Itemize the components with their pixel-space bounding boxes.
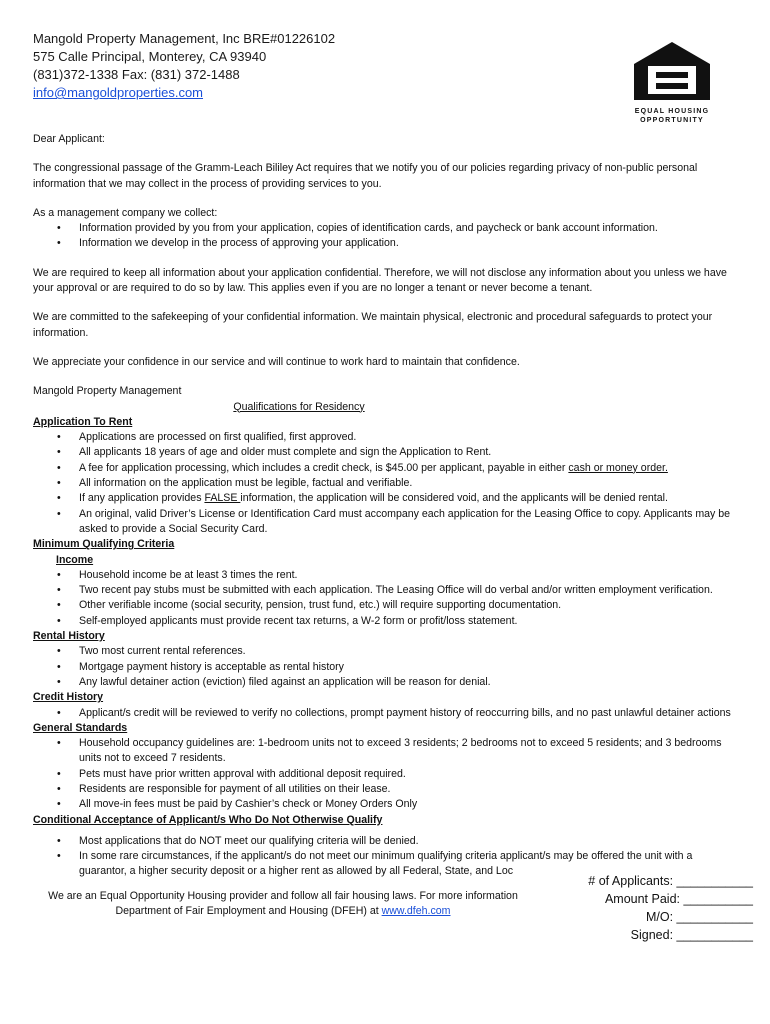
greeting: Dear Applicant: [33, 133, 105, 145]
equal-housing-icon [634, 42, 710, 100]
company-address: 575 Calle Principal, Monterey, CA 93940 [33, 49, 267, 64]
credit-list [33, 706, 735, 721]
list-item: • Household occupancy guidelines are: 1-bedroom units not to exceed 3 residents; 2 bedrooms not to exceed 5 residents; and 3 bedrooms units not to exceed 7 residents. [33, 736, 735, 767]
money-order-field[interactable]: M/O: ___________ [645, 909, 753, 924]
conditional-line-2: guarantor, a higher security deposit or a higher rent as allowed by all Federal, State, and Loc [79, 865, 514, 878]
list-item: • Residents are responsible for payment of all utilities on their lease. [33, 782, 735, 797]
logo-caption-2: OPPORTUNITY [640, 117, 704, 124]
fee-payment-method: cash or money order. [568, 461, 668, 474]
false-post: information, the application will be considered void, and the applicants will be denied rental. [240, 492, 668, 505]
list-item: • Two recent pay stubs must be submitted with each application. The Leasing Office will do verbal and/or written employment verification. [33, 583, 735, 598]
section-rental-history: Rental History [33, 630, 105, 643]
list-item: • Most applications that do NOT meet our qualifying criteria will be denied. [33, 834, 735, 849]
list-item: • Applicant/s credit will be reviewed to verify no collections, prompt payment history of reoccurring bills, and no past unlawful detainer actions [33, 706, 735, 721]
company-phone: (831)372-1338 Fax: (831) 372-1488 [33, 67, 240, 82]
income-list [33, 568, 735, 629]
company-name: Mangold Property Management, Inc BRE#01226102 [33, 31, 336, 46]
section-minimum-criteria: Minimum Qualifying Criteria [33, 538, 175, 551]
fee-text: A fee for application processing, which includes a credit check, is $45.00 per applicant, payable in either [79, 461, 569, 474]
dfeh-link[interactable]: www.dfeh.com [381, 904, 451, 917]
list-item: • Mortgage payment history is acceptable as rental history [33, 660, 735, 675]
paragraph-confidential: We are required to keep all information about your application confidential. Therefore, we will not disclose any information about you unless we have your approval or are required to do so by law. This applies even if you are no longer a tenant or never become a tenant. [33, 266, 727, 295]
footer-text [33, 889, 533, 919]
paragraph-safekeeping: We are committed to the safekeeping of your confidential information. We maintain physical, electronic and procedural safeguards to protect your information. [33, 311, 713, 339]
rental-list [33, 644, 735, 690]
application-list [33, 430, 735, 537]
letterhead [33, 30, 335, 102]
list-item: • All move-in fees must be paid by Cashier’s check or Money Orders Only [33, 797, 735, 812]
false-pre: If any application provides [79, 492, 205, 505]
list-item: • Self-employed applicants must provide recent tax returns, a W-2 form or profit/loss statement. [33, 614, 735, 629]
section-conditional-acceptance: Conditional Acceptance of Applicant/s Who Do Not Otherwise Qualify [33, 813, 383, 826]
paragraph-appreciation: We appreciate your confidence in our service and will continue to work hard to maintain that confidence. [33, 355, 520, 368]
collect-list [33, 221, 735, 252]
list-item: • Household income be at least 3 times the rent. [33, 568, 735, 583]
list-item: • Any lawful detainer action (eviction) filed against an application will be reason for denial. [33, 675, 735, 690]
list-item: • All information on the application must be legible, factual and verifiable. [33, 476, 735, 491]
footer [33, 873, 753, 942]
conditional-line-1: • In some rare circumstances, if the applicant/s do not meet our minimum qualifying criteria applicant/s may be offered the unit with a [79, 850, 693, 863]
false-word: FALSE [204, 492, 241, 505]
document-body [33, 132, 753, 942]
logo-caption-1: EQUAL HOUSING [634, 108, 710, 115]
applicants-field[interactable]: # of Applicants: ___________ [588, 873, 753, 888]
list-item [33, 461, 735, 476]
list-item: • Two most current rental references. [33, 644, 735, 659]
office-use-form [563, 868, 753, 944]
section-general-standards: General Standards [33, 721, 128, 734]
list-item: • An original, valid Driver’s License or Identification Card must accompany each application for the Leasing Office to copy. Applicants may be asked to provide a Social Security Card. [33, 507, 735, 538]
footer-dfeh: Department of Fair Employment and Housing (DFEH) at [115, 904, 382, 917]
list-item [33, 491, 735, 506]
list-item: • Applications are processed on first qualified, first approved. [33, 430, 735, 445]
qualifications-title: Qualifications for Residency [233, 400, 365, 413]
list-item: • Information provided by you from your application, copies of identification cards, and paycheck or bank account information. [33, 221, 735, 236]
list-item: • Information we develop in the process of approving your application. [33, 236, 735, 251]
footer-line-1: We are an Equal Opportunity Housing provider and follow all fair housing laws. For more information [48, 889, 518, 902]
section-credit-history: Credit History [33, 691, 104, 704]
section-application: Application To Rent [33, 415, 133, 428]
list-item: • Pets must have prior written approval with additional deposit required. [33, 767, 735, 782]
general-list [33, 736, 735, 812]
email-link[interactable]: info@mangoldproperties.com [33, 85, 204, 100]
footer-line-2 [33, 904, 533, 919]
subsection-income: Income [56, 553, 94, 566]
signed-field[interactable]: Signed: ___________ [630, 927, 753, 942]
list-item: • All applicants 18 years of age and older must complete and sign the Application to Rent. [33, 445, 735, 460]
amount-paid-field[interactable]: Amount Paid: __________ [604, 891, 753, 906]
list-item: • Other verifiable income (social security, pension, trust fund, etc.) will require supporting documentation. [33, 598, 735, 613]
paragraph-glba: The congressional passage of the Gramm-Leach Bililey Act requires that we notify you of our policies regarding privacy of non-public personal information that we may collect in the process of providing services to you. [33, 162, 698, 190]
signoff: Mangold Property Management [33, 385, 182, 398]
collect-intro: As a management company we collect: [33, 206, 218, 219]
equal-housing-logo [632, 42, 712, 125]
